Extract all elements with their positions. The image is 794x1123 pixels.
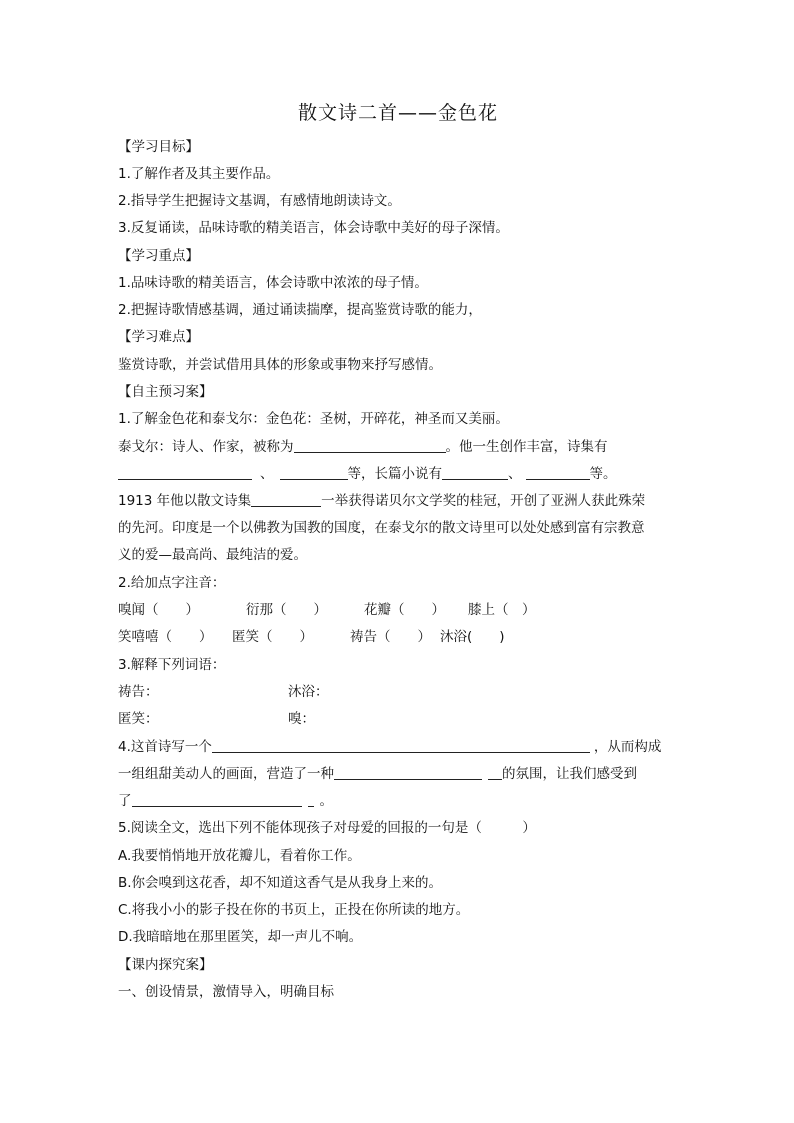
q1-text: 等。 bbox=[589, 466, 617, 482]
question-1-line bbox=[118, 437, 678, 457]
goal-item: 3.反复诵读，品味诗歌的精美语言，体会诗歌中美好的母子深情。 bbox=[118, 220, 509, 236]
section-heading-inclass: 【课内探究案】 bbox=[118, 957, 213, 973]
question-1-line bbox=[118, 464, 678, 484]
fill-in-blank[interactable] bbox=[526, 465, 590, 480]
q1-text: 。他一生创作丰富，诗集有 bbox=[445, 439, 608, 455]
pinyin-item: 嗅闻（ ） bbox=[118, 602, 199, 618]
question-4-line bbox=[118, 791, 678, 811]
pinyin-item: 匿笑（ ） bbox=[232, 629, 313, 645]
step-1-text: 一、创设情景，激情导入，明确目标 bbox=[118, 984, 334, 1000]
q4-text: 一组组甜美动人的画面，营造了一种 bbox=[118, 766, 334, 782]
fill-in-blank[interactable] bbox=[212, 738, 590, 753]
question-1-line bbox=[118, 491, 678, 511]
question-1-intro: 1.了解金色花和泰戈尔：金色花：圣树，开碎花，神圣而又美丽。 bbox=[118, 411, 509, 427]
question-3-heading: 3.解释下列词语： bbox=[118, 657, 226, 673]
focus-item: 1.品味诗歌的精美语言，体会诗歌中浓浓的母子情。 bbox=[118, 275, 428, 291]
section-heading-difficulty: 【学习难点】 bbox=[118, 329, 199, 345]
fill-in-blank[interactable] bbox=[334, 765, 482, 780]
fill-in-blank[interactable] bbox=[132, 792, 302, 807]
q1-text: 泰戈尔：诗人、作家，被称为 bbox=[118, 439, 294, 455]
pinyin-item: 膝上（ ） bbox=[468, 602, 536, 618]
q4-text: 了 bbox=[118, 793, 132, 809]
section-heading-goals: 【学习目标】 bbox=[118, 139, 199, 155]
difficulty-text: 鉴赏诗歌，并尝试借用具体的形象或事物来抒写感情。 bbox=[118, 357, 442, 373]
word-item: 祷告： bbox=[118, 684, 159, 700]
page-title: 散文诗二首——金色花 bbox=[297, 102, 498, 124]
question-4-line bbox=[118, 737, 678, 757]
question-5-heading: 5.阅读全文，选出下列不能体现孩子对母爱的回报的一句是（ ） bbox=[118, 820, 536, 836]
pinyin-item: 笑嘻嘻（ ） bbox=[118, 629, 213, 645]
fill-in-blank[interactable] bbox=[308, 792, 314, 807]
question-1-line: 义的爱—最高尚、最纯洁的爱。 bbox=[118, 547, 307, 563]
word-item: 沐浴： bbox=[288, 684, 329, 700]
fill-in-blank[interactable] bbox=[488, 765, 502, 780]
q1-text: 、 bbox=[508, 466, 522, 482]
goal-item: 2.指导学生把握诗文基调，有感情地朗读诗文。 bbox=[118, 193, 401, 209]
pinyin-item: 衍那（ ） bbox=[246, 602, 327, 618]
section-heading-focus: 【学习重点】 bbox=[118, 248, 199, 264]
word-item: 匿笑： bbox=[118, 711, 159, 727]
q4-text: ，从而构成 bbox=[593, 739, 662, 755]
q4-text: 4.这首诗写一个 bbox=[118, 739, 212, 755]
q4-text: 的氛围，让我们感受到 bbox=[502, 766, 637, 782]
fill-in-blank[interactable] bbox=[280, 465, 348, 480]
fill-in-blank[interactable] bbox=[118, 465, 252, 480]
section-heading-preview: 【自主预习案】 bbox=[118, 384, 213, 400]
question-1-line: 的先河。印度是一个以佛教为国教的国度，在泰戈尔的散文诗里可以处处感到富有宗教意 bbox=[118, 520, 645, 536]
question-2-heading: 2.给加点字注音： bbox=[118, 575, 226, 591]
option-a[interactable]: A.我要悄悄地开放花瓣儿，看着你工作。 bbox=[118, 848, 361, 864]
fill-in-blank[interactable] bbox=[294, 438, 446, 453]
q1-text: 1913 年他以散文诗集 bbox=[118, 493, 252, 509]
q1-text: 、 bbox=[260, 466, 274, 482]
option-b[interactable]: B.你会嗅到这花香，却不知道这香气是从我身上来的。 bbox=[118, 875, 443, 891]
q4-text: 。 bbox=[319, 793, 333, 809]
word-item: 嗅： bbox=[288, 711, 315, 727]
question-4-line bbox=[118, 764, 678, 784]
q1-text: 等，长篇小说有 bbox=[347, 466, 442, 482]
q1-text: 一举获得诺贝尔文学奖的桂冠，开创了亚洲人获此殊荣 bbox=[321, 493, 646, 509]
fill-in-blank[interactable] bbox=[251, 492, 321, 507]
pinyin-item: 祷告（ ） bbox=[350, 629, 431, 645]
pinyin-item: 沐浴( ) bbox=[440, 629, 505, 645]
option-c[interactable]: C.将我小小的影子投在你的书页上，正投在你所读的地方。 bbox=[118, 902, 470, 918]
fill-in-blank[interactable] bbox=[442, 465, 508, 480]
goal-item: 1.了解作者及其主要作品。 bbox=[118, 166, 280, 182]
option-d[interactable]: D.我暗暗地在那里匿笑，却一声儿不响。 bbox=[118, 929, 363, 945]
pinyin-item: 花瓣（ ） bbox=[364, 602, 445, 618]
focus-item: 2.把握诗歌情感基调，通过诵读揣摩，提高鉴赏诗歌的能力， bbox=[118, 302, 482, 318]
